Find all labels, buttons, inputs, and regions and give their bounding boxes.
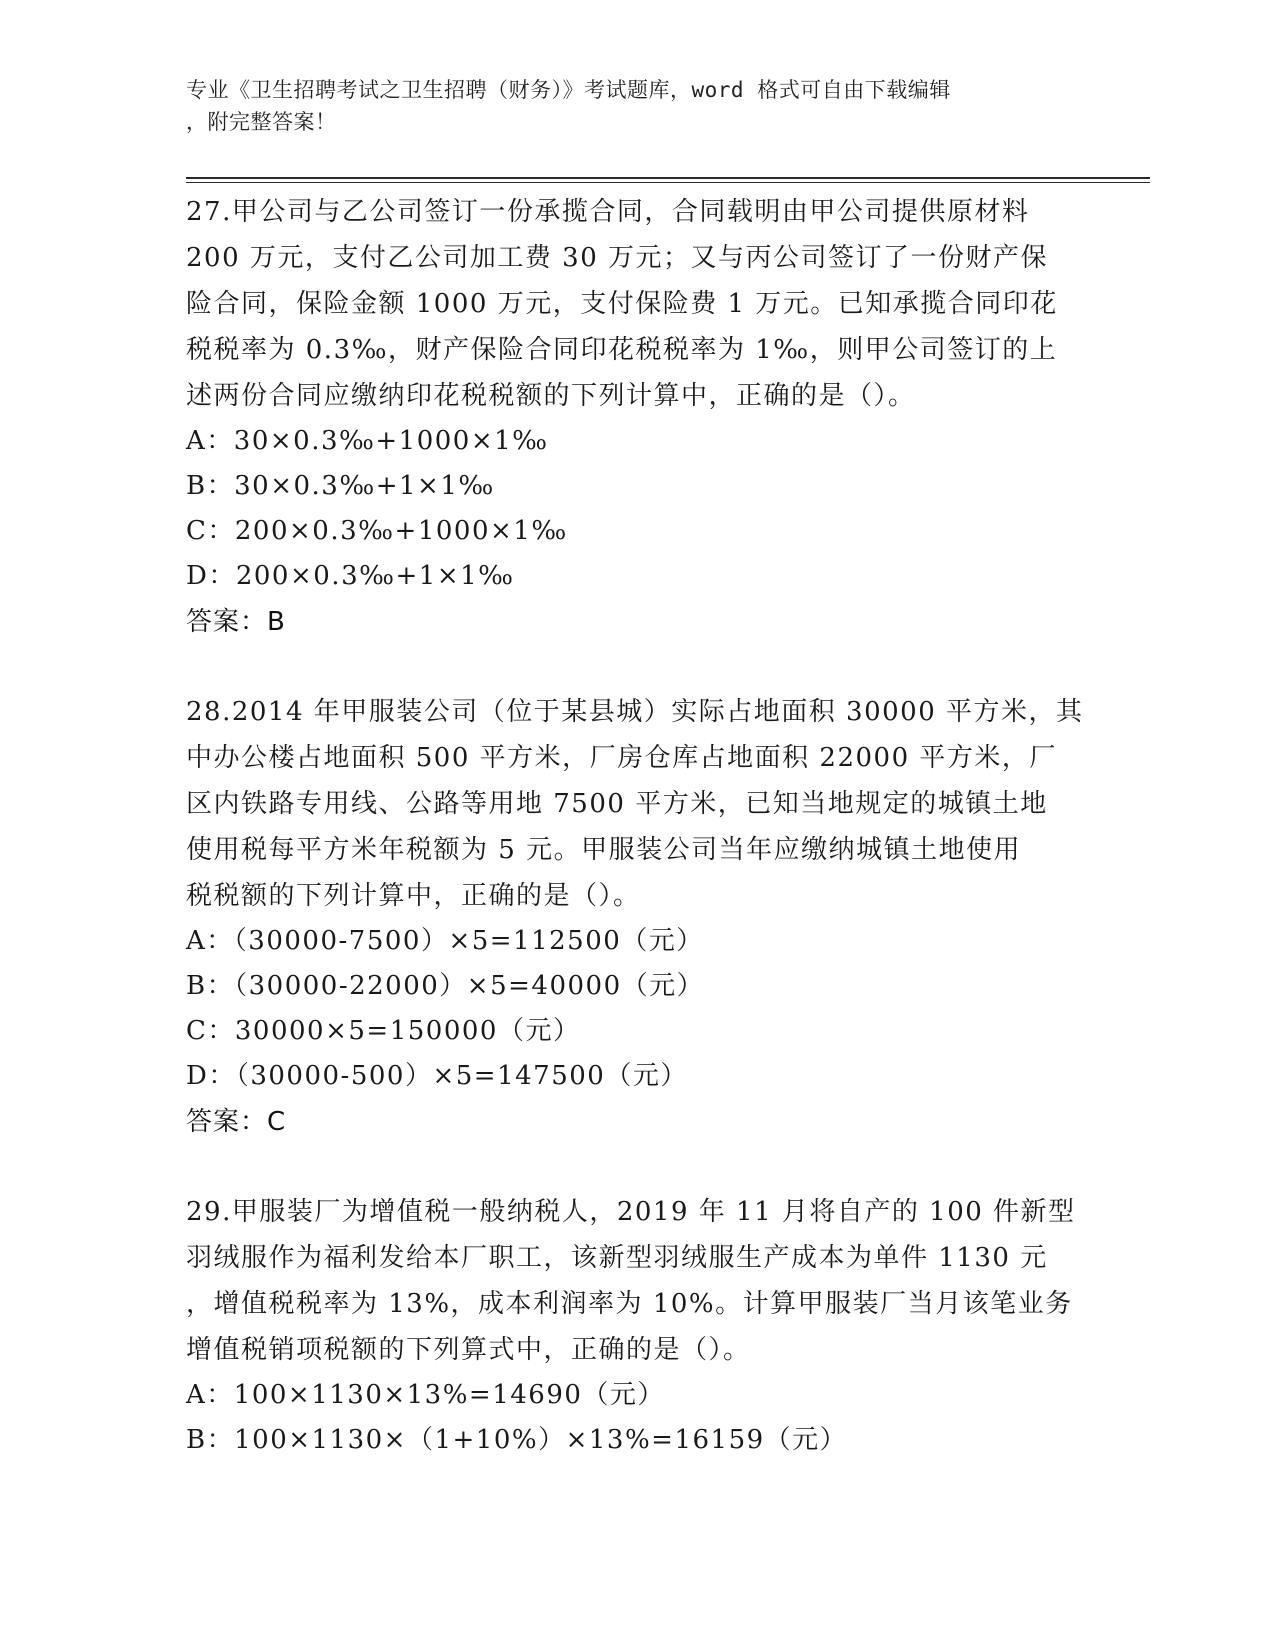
- stem-line: 29.甲服装厂为增值税一般纳税人，2019 年 11 月将自产的 100 件新型: [186, 1197, 1076, 1227]
- question-stem: [186, 1189, 1076, 1373]
- stem-line: 27.甲公司与乙公司签订一份承揽合同，合同载明由甲公司提供原材料: [186, 197, 1030, 227]
- option-b: B：（30000-22000）×5=40000（元）: [186, 971, 705, 1001]
- stem-line: ，增值税税率为 13%，成本利润率为 10%。计算甲服装厂当月该笔业务: [186, 1289, 1073, 1319]
- stem-line: 中办公楼占地面积 500 平方米，厂房仓库占地面积 22000 平方米，厂: [186, 743, 1057, 773]
- question-29: [186, 1189, 1076, 1463]
- option-c: C：30000×5=150000（元）: [186, 1016, 581, 1046]
- option-a: A：100×1130×13%=14690（元）: [186, 1380, 665, 1410]
- option-a: A：30×0.3‰+1000×1‰: [186, 426, 549, 456]
- question-27: [186, 189, 1076, 645]
- option-b: B：100×1130×（1+10%）×13%=16159（元）: [186, 1425, 848, 1455]
- document-header: [186, 74, 1066, 138]
- option-b: B：30×0.3‰+1×1‰: [186, 471, 495, 501]
- stem-line: 述两份合同应缴纳印花税税额的下列计算中，正确的是（）。: [186, 381, 916, 411]
- question-stem: [186, 689, 1084, 919]
- stem-line: 区内铁路专用线、公路等用地 7500 平方米，已知当地规定的城镇土地: [186, 789, 1048, 819]
- header-line-1: 专业《卫生招聘考试之卫生招聘（财务）》考试题库，word 格式可自由下载编辑: [186, 78, 951, 102]
- header-line-2: ，附完整答案！: [186, 110, 337, 134]
- header-divider-thick: [186, 177, 1150, 179]
- option-d: D：200×0.3‰+1×1‰: [186, 561, 515, 591]
- question-28: [186, 689, 1084, 1145]
- option-a: A：（30000-7500）×5=112500（元）: [186, 926, 704, 956]
- stem-line: 税税额的下列计算中，正确的是（）。: [186, 881, 641, 911]
- header-divider-thin: [186, 182, 1150, 183]
- stem-line: 28.2014 年甲服装公司（位于某县城）实际占地面积 30000 平方米，其: [186, 697, 1084, 727]
- option-c: C：200×0.3‰+1000×1‰: [186, 516, 568, 546]
- question-stem: [186, 189, 1076, 419]
- stem-line: 税税率为 0.3‰，财产保险合同印花税税率为 1‰，则甲公司签订的上: [186, 335, 1058, 365]
- stem-line: 增值税销项税额的下列算式中，正确的是（）。: [186, 1335, 751, 1365]
- answer-label: 答案：C: [186, 1107, 287, 1137]
- stem-line: 险合同，保险金额 1000 万元，支付保险费 1 万元。已知承揽合同印花: [186, 289, 1058, 319]
- stem-line: 使用税每平方米年税额为 5 元。甲服装公司当年应缴纳城镇土地使用: [186, 835, 1022, 865]
- answer-label: 答案：B: [186, 607, 286, 637]
- stem-line: 200 万元，支付乙公司加工费 30 万元；又与丙公司签订了一份财产保: [186, 243, 1049, 273]
- option-d: D：（30000-500）×5=147500（元）: [186, 1061, 688, 1091]
- stem-line: 羽绒服作为福利发给本厂职工，该新型羽绒服生产成本为单件 1130 元: [186, 1243, 1048, 1273]
